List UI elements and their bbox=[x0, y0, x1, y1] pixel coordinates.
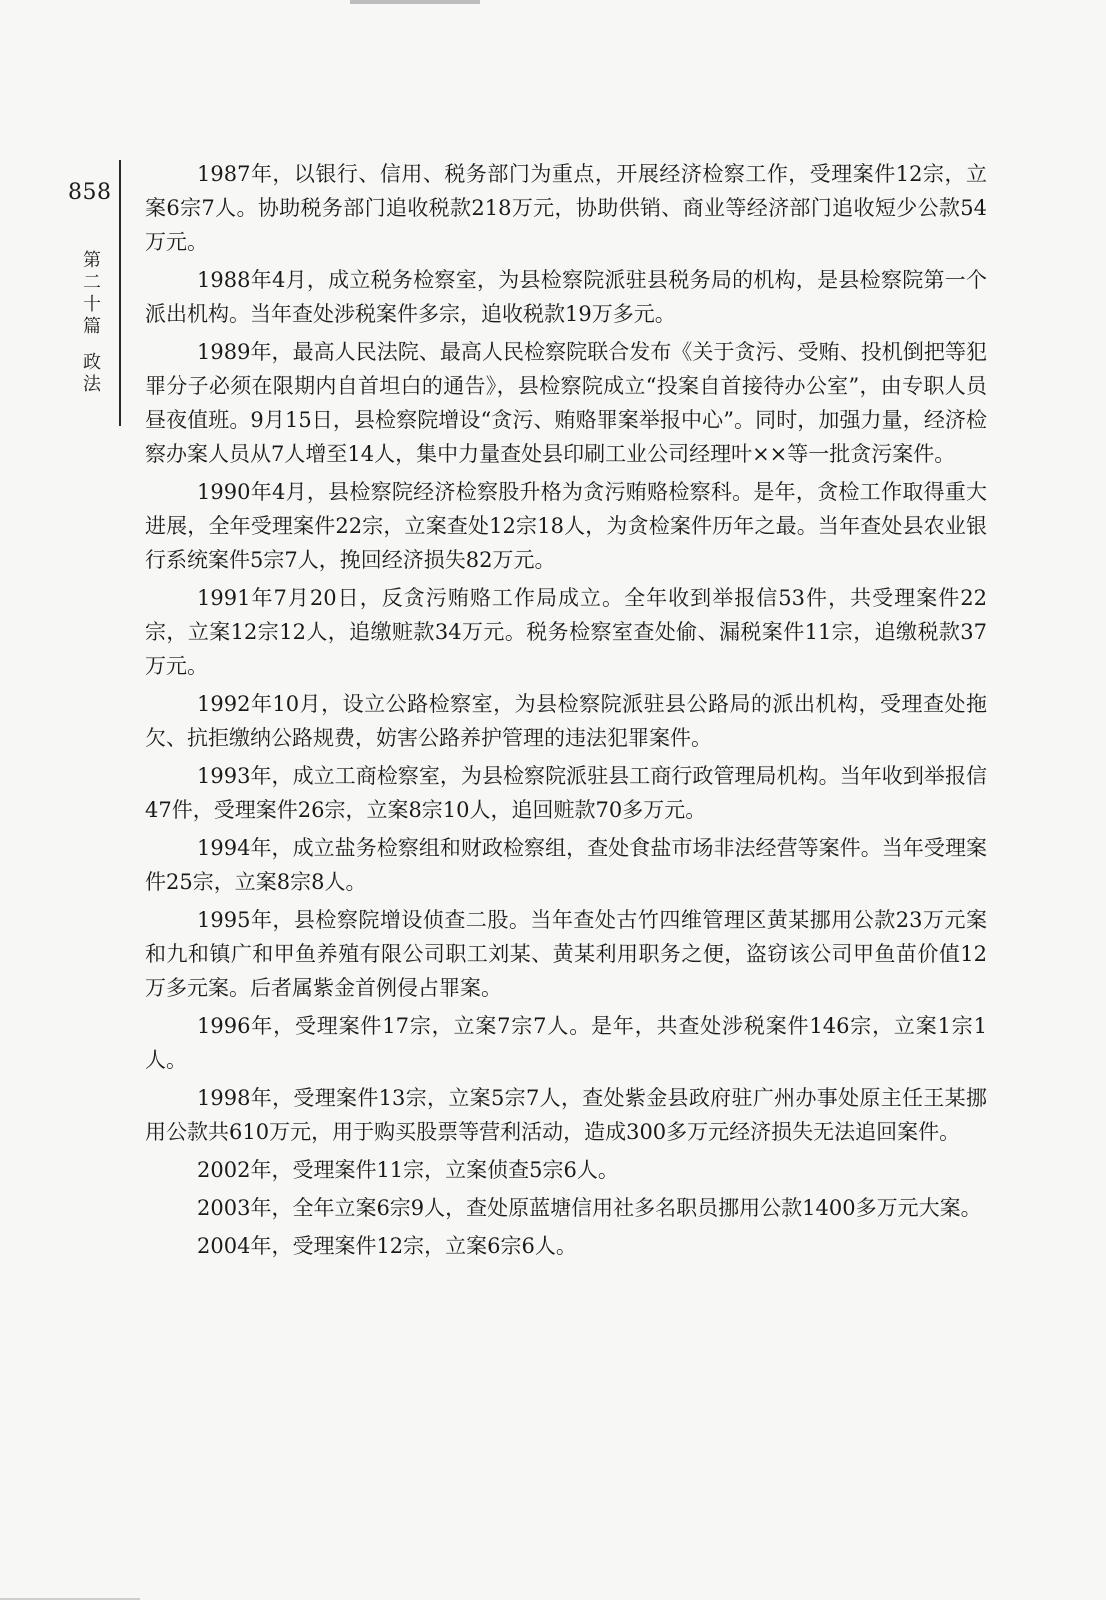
section-name: 政法 bbox=[83, 352, 101, 395]
section-heading bbox=[80, 250, 104, 396]
paragraph-1987: 1987年，以银行、信用、税务部门为重点，开展经济检察工作，受理案件12宗，立案6宗7人。协助税务部门追收税款218万元，协助供销、商业等经济部门追收短少公款54万元。 bbox=[145, 162, 987, 254]
page-number: 858 bbox=[68, 180, 112, 205]
paragraph-2003: 2003年，全年立案6宗9人，查处原蓝塘信用社多名职员挪用公款1400多万元大案。 bbox=[197, 1196, 982, 1220]
paragraph-1994: 1994年，成立盐务检察组和财政检察组，查处食盐市场非法经营等案件。当年受理案件25宗，立案8宗8人。 bbox=[145, 836, 987, 894]
paragraph-1992: 1992年10月，设立公路检察室，为县检察院派驻县公路局的派出机构，受理查处拖欠、抗拒缴纳公路规费，妨害公路养护管理的违法犯罪案件。 bbox=[145, 692, 987, 750]
paragraph-1995: 1995年，县检察院增设侦查二股。当年查处古竹四维管理区黄某挪用公款23万元案和九和镇广和甲鱼养殖有限公司职工刘某、黄某利用职务之便，盗窃该公司甲鱼苗价值12万多元案。后者属紫金首例侵占罪案。 bbox=[145, 908, 987, 1000]
paragraph-1996: 1996年，受理案件17宗，立案7宗7人。是年，共查处涉税案件146宗，立案1宗1人。 bbox=[145, 1014, 987, 1072]
paragraph-2002: 2002年，受理案件11宗，立案侦查5宗6人。 bbox=[197, 1158, 619, 1182]
body-text bbox=[145, 157, 987, 1267]
paragraph-1988: 1988年4月，成立税务检察室，为县检察院派驻县税务局的机构，是县检察院第一个派出机构。当年查处涉税案件多宗，追收税款19万多元。 bbox=[145, 268, 987, 326]
section-part: 第二十篇 bbox=[83, 250, 101, 337]
paragraph-1990: 1990年4月，县检察院经济检察股升格为贪污贿赂检察科。是年，贪检工作取得重大进展，全年受理案件22宗，立案查处12宗18人，为贪检案件历年之最。当年查处县农业银行系统案件5宗7人，挽回经济损失82万元。 bbox=[145, 480, 987, 572]
paragraph-2004: 2004年，受理案件12宗，立案6宗6人。 bbox=[197, 1234, 577, 1258]
scan-edge-mark bbox=[350, 0, 480, 4]
paragraph-1989: 1989年，最高人民法院、最高人民检察院联合发布《关于贪污、受贿、投机倒把等犯罪分子必须在限期内自首坦白的通告》，县检察院成立“投案自首接待办公室”，由专职人员昼夜值班。9月15日，县检察院增设“贪污、贿赂罪案举报中心”。同时，加强力量，经济检察办案人员从7人增至14人，集中力量查处县印刷工业公司经理叶××等一批贪污案件。 bbox=[145, 340, 987, 466]
paragraph-1993: 1993年，成立工商检察室，为县检察院派驻县工商行政管理局机构。当年收到举报信47件，受理案件26宗，立案8宗10人，追回赃款70多万元。 bbox=[145, 764, 987, 822]
margin-divider bbox=[119, 160, 121, 426]
paragraph-1991: 1991年7月20日，反贪污贿赂工作局成立。全年收到举报信53件，共受理案件22宗，立案12宗12人，追缴赃款34万元。税务检察室查处偷、漏税案件11宗，追缴税款37万元。 bbox=[145, 586, 987, 678]
paragraph-1998: 1998年，受理案件13宗，立案5宗7人，查处紫金县政府驻广州办事处原主任王某挪用公款共610万元，用于购买股票等营利活动，造成300多万元经济损失无法追回案件。 bbox=[145, 1086, 987, 1144]
section-heading-gap bbox=[80, 338, 104, 352]
